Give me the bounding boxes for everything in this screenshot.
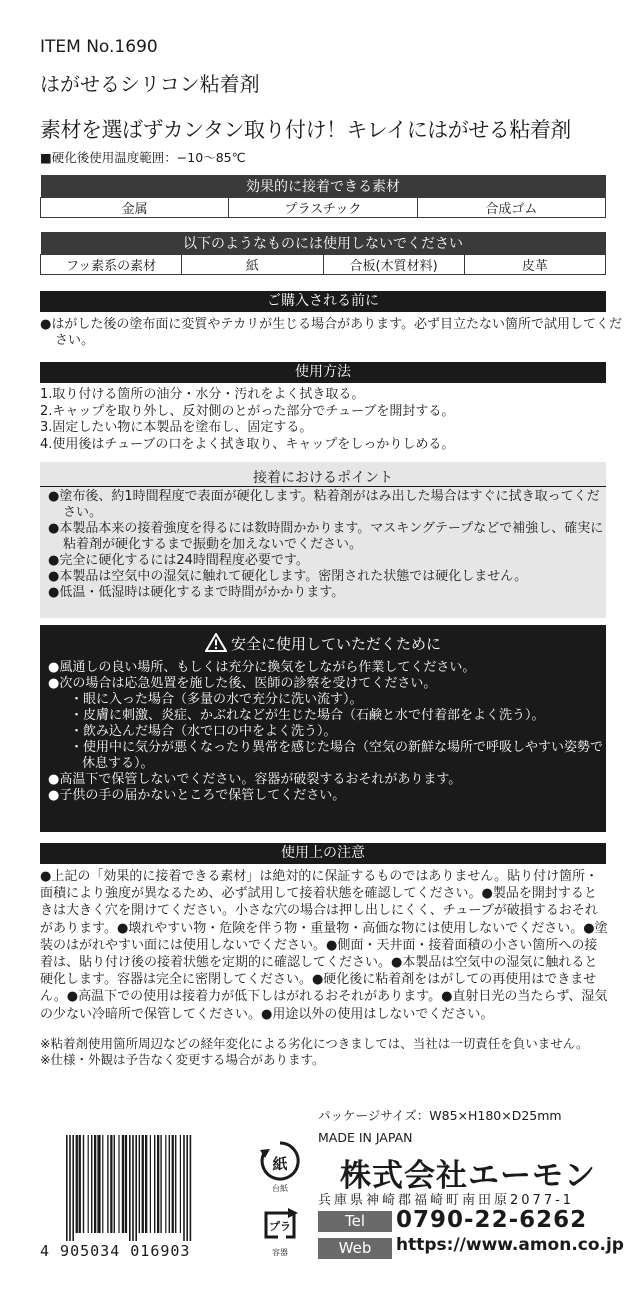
not-use-materials-table (40, 232, 606, 275)
barcode-bar (94, 1135, 96, 1233)
paper-recycle-mark: 紙 (272, 1155, 288, 1173)
company-name: 株式会社エーモン (340, 1158, 596, 1194)
barcode-bar (190, 1135, 192, 1241)
barcode-bar (172, 1135, 174, 1233)
paper-recycle-label: 台紙 (272, 1184, 288, 1193)
not-use-title: 以下のようなものには使用しないでください (41, 232, 606, 255)
barcode-bar (76, 1135, 78, 1233)
web-label: Web (318, 1238, 392, 1259)
barcode-bar (169, 1135, 170, 1233)
company-address: 兵庫県神崎郡福崎町南田原2077-1 (318, 1193, 575, 1208)
barcode-bar (139, 1135, 140, 1233)
barcode-bar (160, 1135, 161, 1233)
safety-sub-item: ・使用中に気分が悪くなったり異常を感じた場合（空気の新鮮な場所で呼吸しやすい姿勢で休息する）。 (70, 740, 604, 771)
barcode-bar (102, 1135, 103, 1233)
plastic-recycle-icon (258, 1205, 302, 1245)
barcode-number: 4 905034 016903 (40, 1242, 191, 1260)
point-item: ●本製品は空気中の湿気に触れて硬化します。密閉された状態では硬化しません。 (48, 569, 528, 584)
safety-sub-item: ・眼に入った場合（多量の水で充分に洗い流す）。 (70, 692, 363, 707)
barcode-bar (114, 1135, 115, 1233)
caution-header: 使用上の注意 (40, 843, 606, 864)
barcode-bar (129, 1135, 131, 1241)
barcode-bar (122, 1135, 124, 1233)
points-list (48, 489, 604, 601)
material-cell: 合成ゴム (417, 198, 605, 218)
usage-step: 3.固定したい物に本製品を塗布し、固定する。 (40, 420, 313, 435)
caution-text: ●上記の「効果的に接着できる素材」は絶対的に保証するものではありません。貼り付け箇所・面積により強度が異なるため、必ず試用して接着状態を確認してください。●製品を開封するときは大きく穴を開けてください。小さな穴の場合は押し出しにくく、チューブが破損するおそれがあります。●壊れやすい物・危険を伴う物・重量物・高価な物には使用しないでください。●塗装のはがれやすい面には使用しないでください。●側面・天井面・接着面積の小さい箇所への接着は、貼り付け後の接着状態を定期的に確認してください。●本製品は空気中の湿気に触れると硬化します。容器は完全に密閉してください。●硬化後に粘着剤をはがしての再使用はできません。●高温下での使用は接着力が低下しはがれるおそれがあります。●直射日光の当たらず、湿気の少ない冷暗所で保管してください。●用途以外の使用はしないでください。 (40, 869, 608, 1022)
before-purchase-header: ご購入される前に (40, 291, 606, 312)
barcode-bar (132, 1135, 134, 1241)
tagline: 素材を選ばずカンタン取り付け！キレイにはがせる粘着剤 (40, 118, 571, 142)
barcode-bar (97, 1135, 100, 1233)
package-size: パッケージサイズ：W85×H180×D25mm (318, 1108, 562, 1123)
usage-steps (40, 387, 610, 453)
barcode-bar (157, 1135, 159, 1233)
material-cell: 金属 (41, 198, 229, 218)
barcode-bar (79, 1135, 81, 1233)
tel-number: 0790-22-6262 (396, 1207, 588, 1233)
safety-title-text: 安全に使用していただくために (230, 635, 441, 653)
safety-item: ●風通しの良い場所、もしくは充分に換気をしながら作業してください。 (48, 660, 476, 675)
points-divider (40, 486, 606, 487)
barcode-bar (110, 1135, 112, 1233)
barcode-bar (186, 1135, 188, 1241)
usage-header: 使用方法 (40, 362, 606, 383)
material-cell: プラスチック (229, 198, 417, 218)
point-item: ●低温・低湿時は硬化するまで時間がかかります。 (48, 585, 345, 600)
effective-materials-table (40, 175, 606, 218)
barcode-bar (145, 1135, 147, 1233)
plastic-recycle-label: 容器 (272, 1248, 288, 1257)
safety-sub-item: ・皮膚に刺激、炎症、かぶれなどが生じた場合（石鹸と水で付着部をよく洗う）。 (70, 708, 545, 723)
points-title: 接着におけるポイント (253, 470, 393, 486)
point-item: ●本製品本来の接着強度を得るには数時間かかります。マスキングテープなどで補強し、確実に粘着剤が硬化するまで振動を加えないでください。 (48, 521, 604, 552)
material-cell: 合板(木質材料) (323, 255, 464, 275)
safety-title (40, 633, 606, 654)
note-item: ※粘着剤使用箇所周辺などの経年変化による劣化につきましては、当社は一切責任を負いません。 (40, 1036, 589, 1051)
item-number: ITEM No.1690 (40, 37, 158, 57)
barcode-bar (88, 1135, 89, 1233)
barcode-bar (154, 1135, 155, 1233)
barcode-bar (180, 1135, 181, 1233)
made-in: MADE IN JAPAN (318, 1130, 413, 1145)
barcode-bar (83, 1135, 84, 1233)
barcode-bar (150, 1135, 151, 1233)
barcode-bar (118, 1135, 119, 1233)
product-name: はがせるシリコン粘着剤 (40, 72, 260, 96)
usage-step: 4.使用後はチューブの口をよく拭き取り、キャップをしっかりしめる。 (40, 436, 455, 452)
safety-item: ●次の場合は応急処置を施した後、医師の診察を受けてください。 (48, 676, 437, 691)
material-cell: 皮革 (464, 255, 605, 275)
barcode-bar (165, 1135, 166, 1233)
barcode-bar (91, 1135, 92, 1233)
safety-item: ●高温下で保管しないでください。容器が破裂するおそれがあります。 (48, 772, 462, 787)
point-item: ●完全に硬化するには24時間程度必要です。 (48, 553, 309, 568)
barcode-bar (183, 1135, 185, 1241)
usage-step: 1.取り付ける箇所の油分・水分・汚れをよく拭き取る。 (40, 387, 365, 402)
notes (40, 1036, 610, 1068)
barcode-bar (175, 1135, 176, 1233)
material-cell: フッ素系の素材 (41, 255, 182, 275)
note-item: ※仕様・外観は予告なく変更する場合があります。 (40, 1052, 325, 1067)
barcode-bar (107, 1135, 108, 1233)
warning-icon (205, 633, 227, 652)
barcode-bar (69, 1135, 71, 1241)
barcode-bar (135, 1135, 137, 1241)
barcode-bar (142, 1135, 144, 1233)
safety-list (48, 660, 604, 804)
safety-item: ●子供の手の届かないところで保管してください。 (48, 788, 346, 803)
paper-recycle-icon (258, 1140, 302, 1182)
barcode-bar (125, 1135, 127, 1233)
material-cell: 紙 (182, 255, 323, 275)
barcode-bar (72, 1135, 74, 1241)
safety-sub-item: ・飲み込んだ場合（水で口の中をよく洗う）。 (70, 724, 337, 739)
before-purchase-text: ●はがした後の塗布面に変質やテカリが生じる場合があります。必ず目立たない箇所で試用してください。 (40, 317, 623, 348)
temperature-range: ■硬化後使用温度範囲：−10〜85℃ (40, 150, 246, 165)
point-item: ●塗布後、約1時間程度で表面が硬化します。粘着剤がはみ出した場合はすぐに拭き取ってください。 (48, 489, 600, 520)
plastic-recycle-mark: プラ (269, 1220, 291, 1233)
usage-step: 2.キャップを取り外し、反対側のとがった部分でチューブを開封する。 (40, 403, 455, 419)
barcode-bar (66, 1135, 68, 1241)
effective-materials-title: 効果的に接着できる素材 (41, 175, 606, 198)
barcode (62, 1135, 238, 1241)
web-url: https://www.amon.co.jp (396, 1235, 624, 1255)
tel-label: Tel (318, 1211, 392, 1232)
